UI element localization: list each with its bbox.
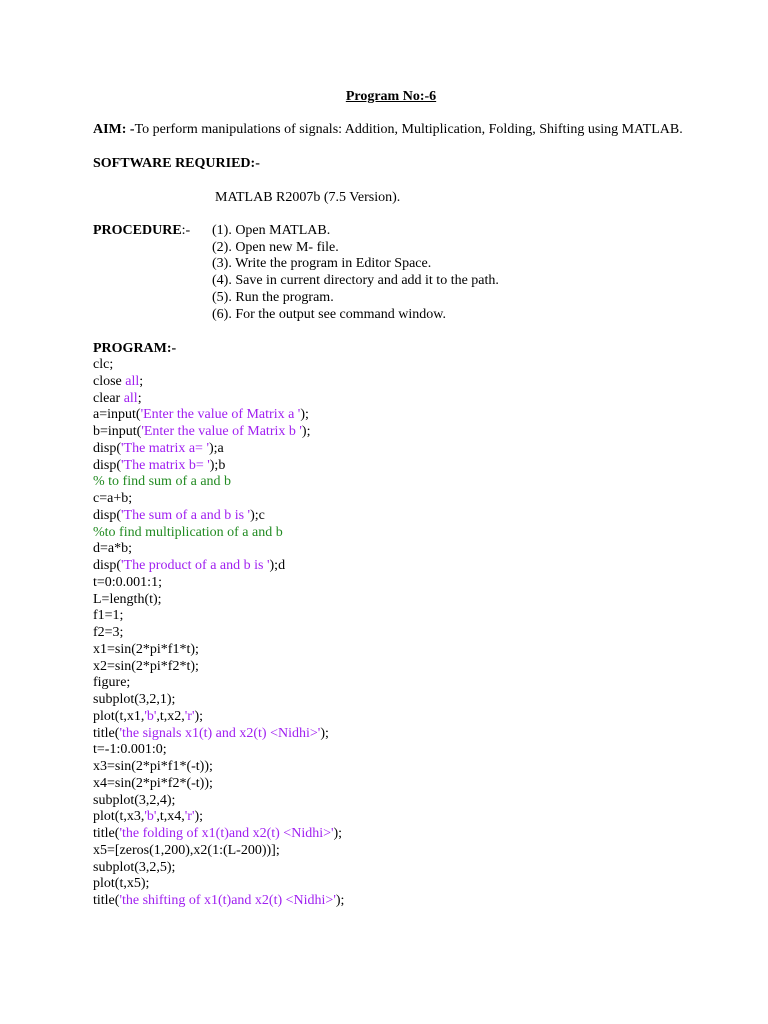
code-text: );: [194, 809, 204, 825]
code-text: ,t,x4,: [156, 809, 185, 825]
code-text: f2=3;: [93, 625, 124, 641]
software-value: MATLAB R2007b (7.5 Version).: [215, 190, 401, 205]
code-text: ,t,x2,: [156, 708, 185, 724]
code-string: 'b': [144, 809, 157, 825]
code-text: );b: [209, 457, 226, 473]
code-line: [93, 458, 693, 475]
code-text: t=-1:0.001:0;: [93, 742, 167, 758]
code-text: );: [333, 826, 343, 842]
code-string: 'The sum of a and b is ': [121, 507, 251, 523]
procedure-step: (3). Write the program in Editor Space.: [212, 256, 432, 272]
code-text: x1=sin(2*pi*f1*t);: [93, 641, 199, 657]
code-line: [93, 592, 693, 609]
code-line: [93, 357, 693, 374]
code-text: clc;: [93, 357, 114, 373]
procedure-step: (1). Open MATLAB.: [212, 223, 331, 238]
code-comment: %to find multiplication of a and b: [93, 524, 283, 540]
procedure-section: [93, 223, 693, 323]
code-text: title(: [93, 893, 120, 909]
code-text: disp(: [93, 440, 121, 456]
code-string: 'The matrix a= ': [121, 440, 209, 456]
code-text: subplot(3,2,5);: [93, 859, 176, 875]
code-text: );: [301, 424, 311, 440]
code-text: ;: [139, 373, 144, 389]
code-text: title(: [93, 725, 120, 741]
aim-label: AIM: -: [93, 122, 135, 137]
code-line: [93, 726, 693, 743]
code-text: x4=sin(2*pi*f2*(-t));: [93, 775, 213, 791]
procedure-step: (6). For the output see command window.: [212, 306, 446, 322]
code-string: 'The product of a and b is ': [121, 558, 270, 574]
aim-section: [93, 121, 693, 138]
code-line: [93, 826, 693, 843]
procedure-label: PROCEDURE: [93, 223, 182, 238]
code-line: [93, 876, 693, 893]
code-line: [93, 441, 693, 458]
code-line: [93, 541, 693, 558]
code-line: [93, 625, 693, 642]
code-line: [93, 692, 693, 709]
code-text: x3=sin(2*pi*f1*(-t));: [93, 759, 213, 775]
code-text: a=input(: [93, 407, 141, 423]
code-line: [93, 374, 693, 391]
code-text: );: [300, 407, 309, 423]
code-string: all: [125, 373, 140, 389]
code-string: 'The matrix b= ': [121, 457, 210, 473]
code-line: [93, 508, 693, 525]
code-line: [93, 709, 693, 726]
code-line: [93, 575, 693, 592]
code-line: [93, 759, 693, 776]
code-line: [93, 659, 693, 676]
code-text: subplot(3,2,4);: [93, 792, 176, 808]
software-heading: SOFTWARE REQURIED:-: [93, 156, 260, 171]
code-line: [93, 474, 693, 491]
code-line: [93, 809, 693, 826]
code-line: [93, 893, 693, 910]
procedure-separator: :-: [181, 223, 191, 238]
code-line: [93, 675, 693, 692]
aim-text: To perform manipulations of signals: Addition, Multiplication, Folding, Shifting using MATLAB.: [134, 122, 683, 137]
code-text: f1=1;: [93, 608, 124, 624]
code-text: x5=[zeros(1,200),x2(1:(L-200))];: [93, 842, 280, 858]
code-text: );: [320, 725, 329, 741]
code-text: );d: [269, 558, 286, 574]
code-text: disp(: [93, 457, 121, 473]
code-text: ;: [137, 390, 142, 406]
code-text: subplot(3,2,1);: [93, 692, 176, 708]
code-text: close: [93, 373, 126, 389]
procedure-heading: [93, 223, 212, 323]
code-text: x2=sin(2*pi*f2*t);: [93, 658, 199, 674]
code-line: [93, 608, 693, 625]
code-line: [93, 776, 693, 793]
code-string: 'the folding of x1(t)and x2(t) <Nidhi>': [119, 826, 334, 842]
code-line: [93, 491, 693, 508]
procedure-step: (4). Save in current directory and add it to the path.: [212, 273, 499, 289]
code-text: );c: [250, 507, 265, 523]
code-text: t=0:0.001:1;: [93, 574, 162, 590]
code-line: [93, 742, 693, 759]
code-line: [93, 860, 693, 877]
code-text: );a: [208, 440, 224, 456]
program-heading: PROGRAM:-: [93, 341, 177, 357]
code-string: 'b': [144, 708, 157, 724]
procedure-step: (2). Open new M- file.: [212, 239, 339, 255]
code-text: disp(: [93, 507, 121, 523]
code-string: 'the shifting of x1(t)and x2(t) <Nidhi>': [119, 893, 336, 909]
code-text: plot(t,x5);: [93, 876, 150, 892]
code-line: [93, 642, 693, 659]
code-text: disp(: [93, 558, 121, 574]
code-line: [93, 793, 693, 810]
code-text: plot(t,x3,: [93, 809, 145, 825]
code-string: all: [123, 390, 138, 406]
code-line: [93, 424, 693, 441]
code-line: [93, 843, 693, 860]
code-string: 'r': [184, 708, 195, 724]
code-text: clear: [93, 390, 124, 406]
code-comment: % to find sum of a and b: [93, 474, 232, 490]
document-page: [93, 86, 693, 910]
code-text: );: [335, 893, 345, 909]
code-string: 'Enter the value of Matrix b ': [141, 424, 302, 440]
code-text: figure;: [93, 675, 131, 691]
code-line: [93, 558, 693, 575]
code-string: 'the signals x1(t) and x2(t) <Nidhi>': [119, 725, 321, 741]
code-text: c=a+b;: [93, 491, 133, 507]
code-line: [93, 525, 693, 542]
code-text: L=length(t);: [93, 591, 162, 607]
procedure-step: (5). Run the program.: [212, 289, 334, 305]
code-text: title(: [93, 826, 120, 842]
code-line: [93, 407, 693, 424]
code-text: );: [194, 708, 204, 724]
procedure-steps: [212, 223, 693, 323]
code-listing: [93, 357, 693, 910]
code-string: 'Enter the value of Matrix a ': [140, 407, 301, 423]
code-line: [93, 391, 693, 408]
code-string: 'r': [184, 809, 195, 825]
code-text: b=input(: [93, 424, 142, 440]
code-text: d=a*b;: [93, 541, 132, 557]
code-text: plot(t,x1,: [93, 708, 145, 724]
page-title: Program No:-6: [345, 89, 437, 104]
